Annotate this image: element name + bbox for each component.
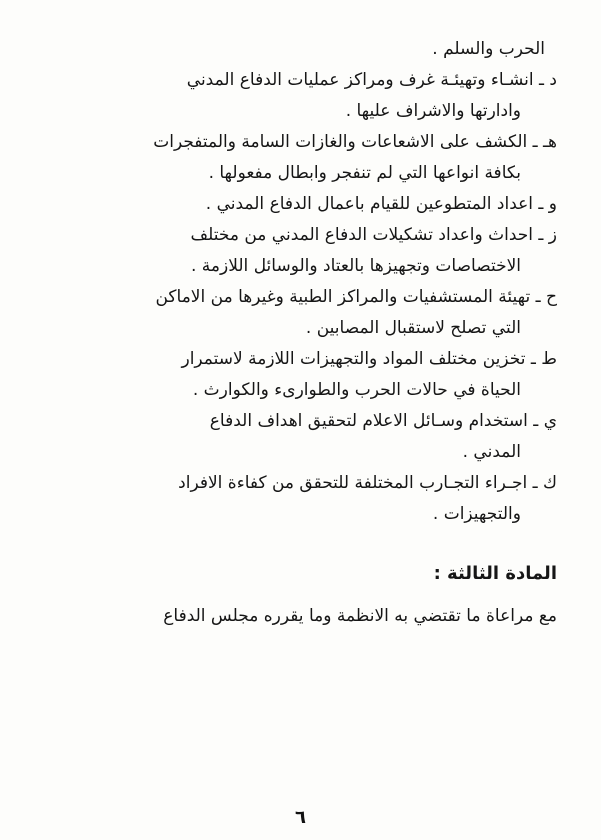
list-item-line: ك ـ اجـراء التجـارب المختلفة للتحقق من كفاءة الافراد (178, 473, 557, 493)
list-item-line: د ـ انشـاء وتهيئـة غرف ومراكز عمليات الدفاع المدني (186, 70, 557, 90)
text-line: الحياة في حالات الحرب والطوارىء والكوارث . (192, 380, 521, 400)
text-line: الحرب والسلم . (432, 39, 545, 59)
text-line: الاختصاصات وتجهيزها بالعتاد والوسائل اللازمة . (191, 256, 521, 276)
text-line: بكافة انواعها التي لم تنفجر وابطال مفعولها . (208, 163, 521, 183)
list-item-line: هـ ـ الكشف على الاشعاعات والغازات السامة والمتفجرات (153, 132, 557, 152)
page-number: ٦ (295, 807, 306, 828)
list-item-line: ز ـ احداث واعداد تشكيلات الدفاع المدني من مختلف (190, 225, 557, 245)
list-item-line: ح ـ تهيئة المستشفيات والمراكز الطبية وغيرها من الاماكن (155, 287, 557, 307)
list-item-line: ط ـ تخزين مختلف المواد والتجهيزات اللازمة لاستمرار (181, 349, 557, 369)
list-item-line: و ـ اعداد المتطوعين للقيام باعمال الدفاع المدني . (205, 194, 557, 214)
text-line: التي تصلح لاستقبال المصابين . (305, 318, 521, 338)
text-line: المدني . (462, 442, 521, 462)
text-line: وادارتها والاشراف عليها . (345, 101, 521, 121)
paragraph-line: مع مراعاة ما تقتضي به الانظمة وما يقرره مجلس الدفاع (163, 606, 557, 626)
list-item-line: ي ـ استخدام وسـائل الاعلام لتحقيق اهداف الدفاع (209, 411, 557, 431)
text-line: والتجهيزات . (432, 504, 521, 524)
article-heading: المادة الثالثة : (433, 563, 557, 584)
